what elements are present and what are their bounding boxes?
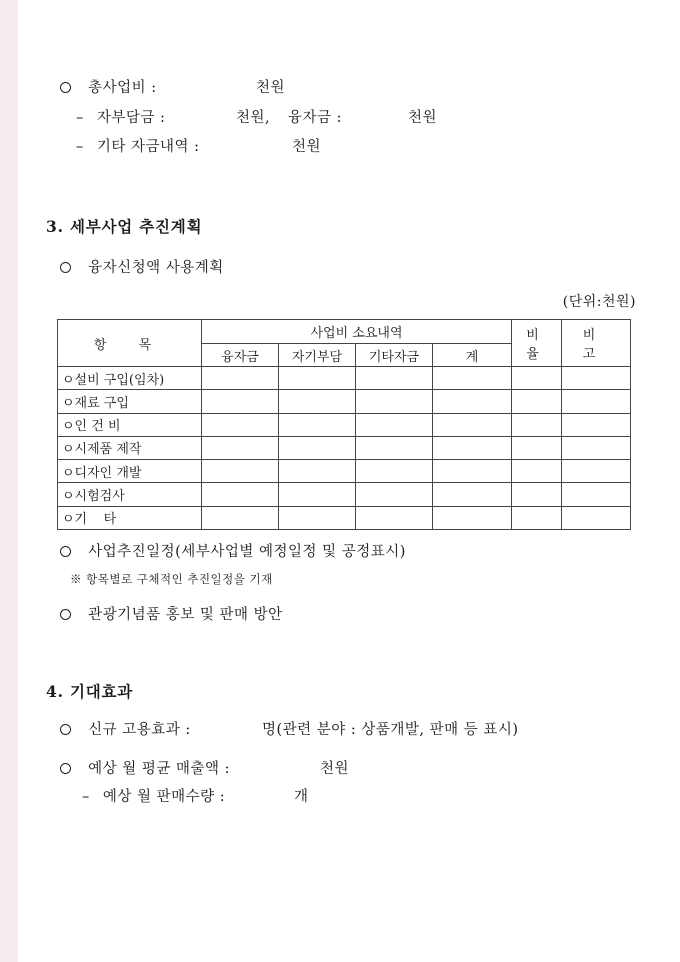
table-cell[interactable] xyxy=(202,413,279,436)
unit-note: (단위:천원) xyxy=(562,294,636,310)
table-cell[interactable] xyxy=(512,506,562,529)
table-cell[interactable] xyxy=(279,460,356,483)
table-cell[interactable] xyxy=(562,483,631,506)
bullet-circle-icon xyxy=(60,724,71,735)
row-label: ㅇ설비 구입(임차) xyxy=(58,367,202,390)
promotion-label: 관광기념품 홍보 및 판매 방안 xyxy=(88,607,283,623)
header-budget: 사업비 소요내역 xyxy=(202,320,512,344)
table-cell[interactable] xyxy=(279,483,356,506)
table-cell[interactable] xyxy=(433,436,512,459)
promotion-line xyxy=(60,603,283,624)
dash-icon: – xyxy=(76,139,84,155)
table-cell[interactable] xyxy=(356,413,433,436)
table-header-row xyxy=(58,320,631,344)
quantity-line xyxy=(82,785,309,806)
table-cell[interactable] xyxy=(279,367,356,390)
bullet-circle-icon xyxy=(60,546,71,557)
schedule-label: 사업추진일정(세부사업별 예정일정 및 공정표시) xyxy=(88,544,406,560)
employment-line xyxy=(60,718,519,739)
table-cell[interactable] xyxy=(279,506,356,529)
table-cell[interactable] xyxy=(433,506,512,529)
header-note: 비 고 xyxy=(562,320,631,367)
loan-plan-label: 융자신청액 사용계획 xyxy=(88,260,224,276)
budget-table xyxy=(57,319,631,530)
table-cell[interactable] xyxy=(512,413,562,436)
table-cell[interactable] xyxy=(356,367,433,390)
table-cell[interactable] xyxy=(279,436,356,459)
bullet-circle-icon xyxy=(60,262,71,273)
loan-plan-line xyxy=(60,256,224,277)
loan-label: 융자금 : xyxy=(288,110,343,126)
table-cell[interactable] xyxy=(512,483,562,506)
row-label: ㅇ재료 구입 xyxy=(58,390,202,413)
subheader-sum: 계 xyxy=(433,344,512,367)
table-cell[interactable] xyxy=(279,413,356,436)
table-cell[interactable] xyxy=(562,367,631,390)
header-item: 항 목 xyxy=(58,320,202,367)
bullet-circle-icon xyxy=(60,763,71,774)
bullet-circle-icon xyxy=(60,82,71,93)
schedule-line xyxy=(60,540,406,561)
table-cell[interactable] xyxy=(202,367,279,390)
quantity-unit: 개 xyxy=(294,789,309,805)
sales-line xyxy=(60,757,350,778)
self-funding-line xyxy=(76,106,438,127)
row-label: ㅇ시험검사 xyxy=(58,483,202,506)
other-funding-label: 기타 자금내역 : xyxy=(96,139,200,155)
subheader-loan: 융자금 xyxy=(202,344,279,367)
table-cell[interactable] xyxy=(356,506,433,529)
table-cell[interactable] xyxy=(433,483,512,506)
header-ratio: 비 율 xyxy=(512,320,562,367)
sales-unit: 천원 xyxy=(320,761,350,777)
schedule-note: ※ 항목별로 구체적인 추진일정을 기재 xyxy=(70,572,273,586)
row-label: ㅇ시제품 제작 xyxy=(58,436,202,459)
table-cell[interactable] xyxy=(356,390,433,413)
table-cell[interactable] xyxy=(202,460,279,483)
table-row xyxy=(58,367,631,390)
table-cell[interactable] xyxy=(279,390,356,413)
table-row xyxy=(58,506,631,529)
quantity-label: 예상 월 판매수량 : xyxy=(102,789,226,805)
table-cell[interactable] xyxy=(202,483,279,506)
table-cell[interactable] xyxy=(562,390,631,413)
table-row xyxy=(58,460,631,483)
table-cell[interactable] xyxy=(433,390,512,413)
table-cell[interactable] xyxy=(562,506,631,529)
subheader-other: 기타자금 xyxy=(356,344,433,367)
self-funding-label: 자부담금 : xyxy=(96,110,166,126)
dash-icon: – xyxy=(76,110,84,126)
table-row xyxy=(58,413,631,436)
row-label: ㅇ디자인 개발 xyxy=(58,460,202,483)
table-cell[interactable] xyxy=(433,460,512,483)
row-label: ㅇ인 건 비 xyxy=(58,413,202,436)
other-funding-line xyxy=(76,135,322,156)
table-cell[interactable] xyxy=(512,367,562,390)
row-label: ㅇ기 타 xyxy=(58,506,202,529)
table-cell[interactable] xyxy=(356,436,433,459)
table-cell[interactable] xyxy=(512,460,562,483)
table-cell[interactable] xyxy=(562,460,631,483)
table-cell[interactable] xyxy=(562,436,631,459)
table-row xyxy=(58,436,631,459)
table-cell[interactable] xyxy=(202,390,279,413)
sales-label: 예상 월 평균 매출액 : xyxy=(88,761,230,777)
table-cell[interactable] xyxy=(562,413,631,436)
table-cell[interactable] xyxy=(512,390,562,413)
subheader-self: 자기부담 xyxy=(279,344,356,367)
section4-title: 4. 기대효과 xyxy=(46,682,134,701)
self-funding-unit: 천원, xyxy=(236,110,271,126)
employment-value: 명(관련 분야 : 상품개발, 판매 등 표시) xyxy=(262,722,519,738)
employment-label: 신규 고용효과 : xyxy=(88,722,191,738)
table-cell[interactable] xyxy=(433,413,512,436)
total-budget-label: 총사업비 : xyxy=(88,80,157,96)
table-cell[interactable] xyxy=(356,460,433,483)
table-cell[interactable] xyxy=(202,506,279,529)
loan-unit: 천원 xyxy=(408,110,438,126)
table-cell[interactable] xyxy=(512,436,562,459)
total-budget-unit: 천원 xyxy=(256,80,286,96)
total-budget-line xyxy=(60,76,286,97)
table-cell[interactable] xyxy=(433,367,512,390)
bullet-circle-icon xyxy=(60,609,71,620)
dash-icon: – xyxy=(82,789,90,805)
page-margin-strip xyxy=(0,0,18,962)
table-cell[interactable] xyxy=(202,436,279,459)
table-row xyxy=(58,390,631,413)
other-funding-unit: 천원 xyxy=(292,139,322,155)
section3-title: 3. 세부사업 추진계획 xyxy=(46,217,203,236)
table-row xyxy=(58,483,631,506)
table-cell[interactable] xyxy=(356,483,433,506)
